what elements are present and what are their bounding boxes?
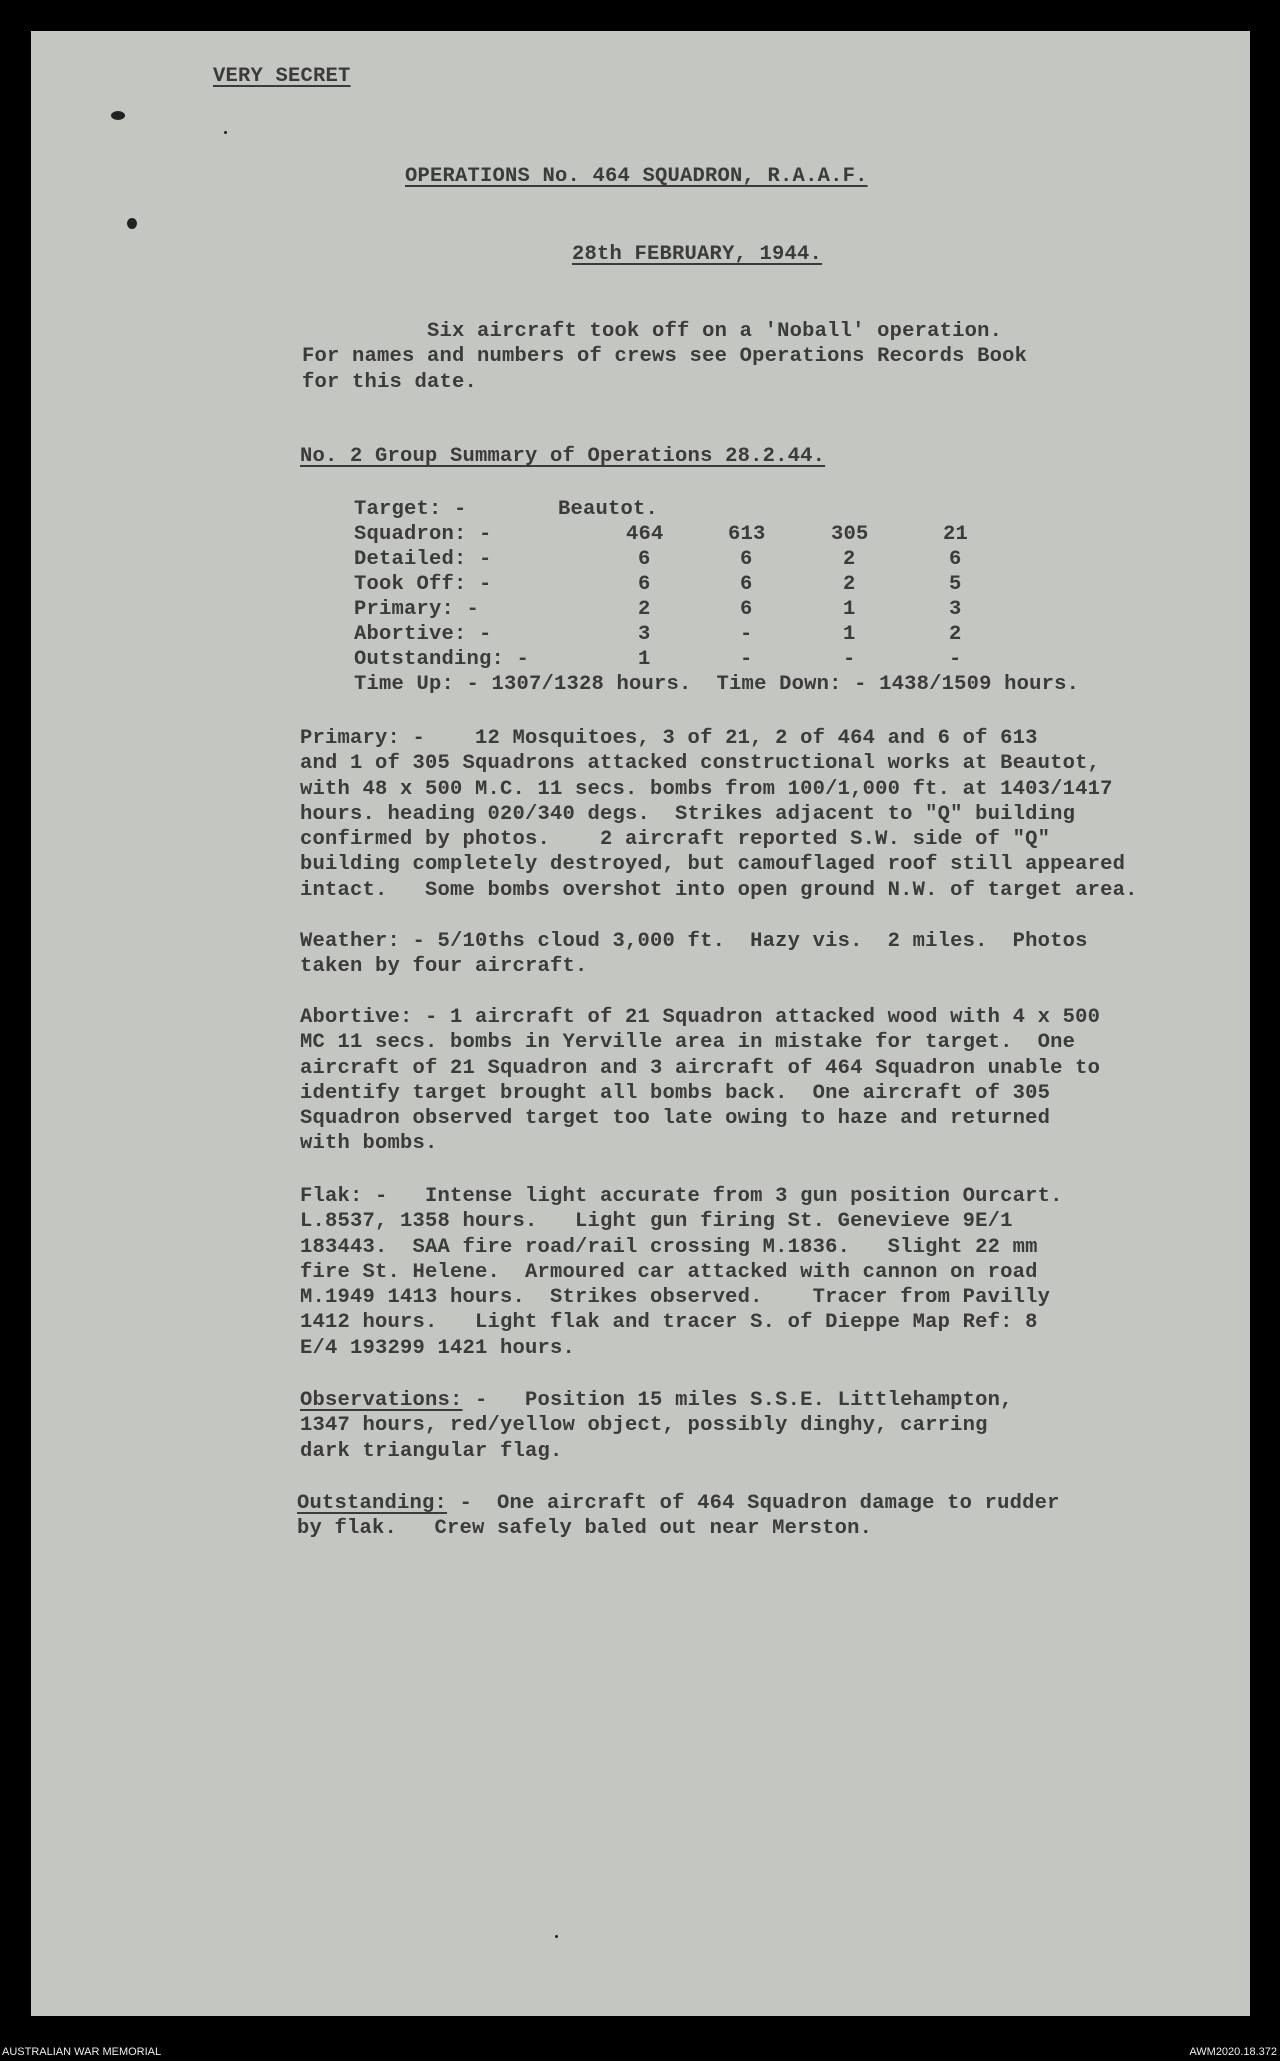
footer-left: AUSTRALIAN WAR MEMORIAL [2,2046,162,2058]
row-label: Took Off: - [354,573,492,596]
cell-305: - [843,648,856,671]
cell-613: - [740,648,753,671]
row-label: Detailed: - [354,548,492,571]
cell-305: 1 [843,623,856,646]
cell-21: 3 [949,598,962,621]
cell-613: 613 [728,523,766,546]
summary-heading: No. 2 Group Summary of Operations 28.2.44. [300,445,826,468]
row-label: Outstanding: - [354,648,530,671]
cell-21: 5 [949,573,962,596]
classification-label: VERY SECRET [213,65,351,88]
intro-paragraph: Six aircraft took off on a 'Noball' operation. For names and numbers of crews see Operations Records Book for this date. [302,320,1028,394]
cell-305: 2 [843,573,856,596]
cell-464: 3 [638,623,651,646]
cell-21: 21 [943,523,969,546]
cell-464: 464 [626,523,664,546]
footer-right: AWM2020.18.372 [1189,2046,1277,2058]
observations-paragraph [300,1388,1013,1464]
table-row [354,573,962,599]
ink-speck [224,131,227,134]
cell-464: 1 [638,648,651,671]
cell-464: 2 [638,598,651,621]
cell-305: 305 [831,523,869,546]
ink-smudge [111,111,125,120]
cell-613: 6 [740,548,753,571]
table-row [354,548,962,574]
table-row [354,648,962,674]
table-row [354,523,969,549]
target-label: Target: - [354,498,467,521]
cell-21: 6 [949,548,962,571]
cell-21: 2 [949,623,962,646]
observations-label: Observations: [300,1389,463,1412]
outstanding-text: - One aircraft of 464 Squadron damage to rudder by flak. Crew safely baled out near Merston. [297,1492,1060,1541]
weather-paragraph: Weather: - 5/10ths cloud 3,000 ft. Hazy vis. 2 miles. Photos taken by four aircraft. [300,930,1088,979]
ink-smudge [127,218,137,229]
cell-21: - [949,648,962,671]
primary-paragraph: Primary: - 12 Mosquitoes, 3 of 21, 2 of 464 and 6 of 613 and 1 of 305 Squadrons attacked constructional works at Beautot, with 48 x 500 M.C. 11 secs. bombs from 100/1,000 ft. at 1403/1417 hours. heading 020/340 degs. Strikes adjacent to "Q" building confirmed by photos. 2 aircraft reported S.W. side of "Q" building completely destroyed, but camouflaged roof still appeared intact. Some bombs overshot into open ground N.W. of target area. [300,727,1138,902]
document-page [31,31,1250,2016]
row-label: Squadron: - [354,523,492,546]
cell-613: 6 [740,573,753,596]
target-row [354,498,659,524]
row-label: Abortive: - [354,623,492,646]
cell-613: 6 [740,598,753,621]
cell-464: 6 [638,548,651,571]
row-label: Primary: - [354,598,480,621]
cell-305: 1 [843,598,856,621]
document-date: 28th FEBRUARY, 1944. [572,243,823,266]
cell-464: 6 [638,573,651,596]
table-row [354,598,962,624]
ink-speck [555,1935,558,1938]
abortive-paragraph: Abortive: - 1 aircraft of 21 Squadron attacked wood with 4 x 500 MC 11 secs. bombs in Yerville area in mistake for target. One aircraft of 21 Squadron and 3 aircraft of 464 Squadron unable to identify target brought all bombs back. One aircraft of 305 Squadron observed target too late owing to haze and returned with bombs. [300,1006,1101,1156]
cell-305: 2 [843,548,856,571]
cell-613: - [740,623,753,646]
outstanding-label: Outstanding: [297,1492,448,1515]
flak-paragraph: Flak: - Intense light accurate from 3 gun position Ourcart. L.8537, 1358 hours. Light gun firing St. Genevieve 9E/1 183443. SAA fire road/rail crossing M.1836. Slight 22 mm fire St. Helene. Armoured car attacked with cannon on road M.1949 1413 hours. Strikes observed. Tracer from Pavilly 1412 hours. Light flak and tracer S. of Dieppe Map Ref: 8 E/4 193299 1421 hours. [300,1185,1063,1360]
observations-text: - Position 15 miles S.S.E. Littlehampton, 1347 hours, red/yellow object, possibly dinghy, carring dark triangular flag. [300,1389,1013,1463]
time-line: Time Up: - 1307/1328 hours. Time Down: - 1438/1509 hours. [354,673,1080,696]
target-value: Beautot. [558,498,659,521]
table-row [354,623,962,649]
outstanding-paragraph [297,1491,1060,1542]
document-title: OPERATIONS No. 464 SQUADRON, R.A.A.F. [405,165,868,188]
